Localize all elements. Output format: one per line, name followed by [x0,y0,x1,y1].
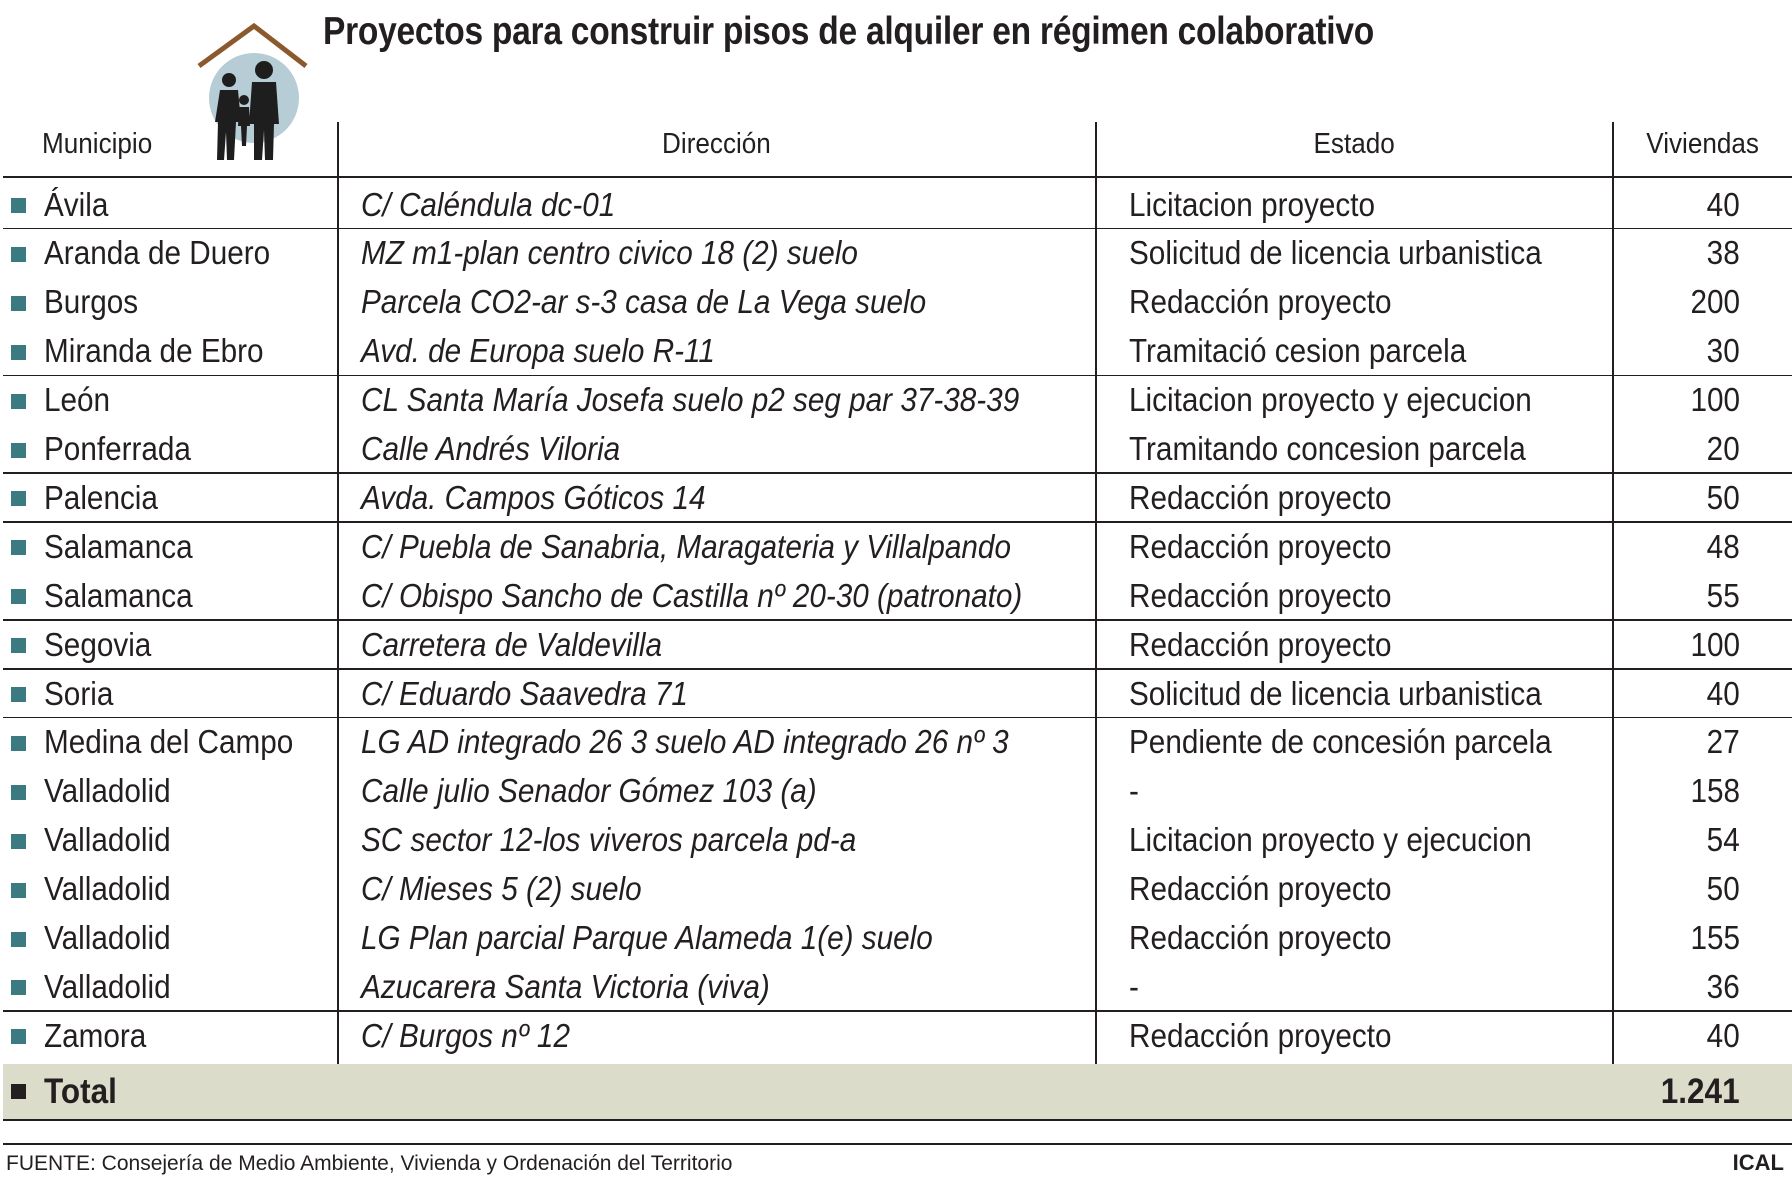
cell-municipio: Burgos [44,283,139,321]
cell-direccion: CL Santa María Josefa suelo p2 seg par 37-38-39 [361,381,1020,419]
cell-municipio: Valladolid [44,870,171,908]
bullet-icon [11,1029,26,1044]
table-row [0,425,1792,474]
cell-estado: Redacción proyecto [1129,870,1392,908]
table-row [0,278,1792,327]
cell-estado: Solicitud de licencia urbanistica [1129,674,1542,712]
table-row [0,522,1792,571]
cell-estado: Redacción proyecto [1129,283,1392,321]
cell-estado: - [1129,967,1139,1005]
bullet-icon [11,443,26,458]
cell-municipio: Salamanca [44,527,193,565]
cell-municipio: Miranda de Ebro [44,332,264,370]
cell-estado: Pendiente de concesión parcela [1129,723,1552,761]
cell-viviendas: 54 [1706,821,1740,859]
cell-direccion: LG AD integrado 26 3 suelo AD integrado 26 nº 3 [361,723,1009,761]
cell-estado: Licitacion proyecto [1129,185,1375,223]
bullet-icon [11,491,26,506]
bullet-icon [11,345,26,360]
table-row [0,914,1792,963]
cell-direccion: Carretera de Valdevilla [361,625,663,663]
brand-logo-text: ICAL [1732,1150,1784,1175]
cell-estado: Redacción proyecto [1129,576,1392,614]
cell-municipio: Ponferrada [44,430,191,467]
bullet-icon [11,736,26,751]
cell-municipio: Ávila [44,185,109,223]
header-estado: Estado [1313,127,1395,160]
cell-direccion: C/ Obispo Sancho de Castilla nº 20-30 (patronato) [361,576,1023,614]
cell-viviendas: 155 [1690,919,1740,956]
bullet-icon [11,638,26,653]
cell-direccion: C/ Caléndula dc-01 [361,185,616,223]
cell-viviendas: 38 [1706,234,1740,272]
cell-viviendas: 40 [1706,1016,1740,1054]
cell-viviendas: 200 [1690,283,1740,321]
bullet-icon [11,296,26,311]
cell-direccion: C/ Burgos nº 12 [361,1016,570,1054]
table-row [0,327,1792,376]
cell-viviendas: 20 [1706,430,1740,467]
bullet-icon [11,834,26,849]
table-row [0,180,1792,229]
cell-viviendas: 100 [1690,625,1740,663]
table-row [0,620,1792,669]
cell-viviendas: 40 [1706,674,1740,712]
cell-estado: Redacción proyecto [1129,1016,1392,1054]
cell-municipio: Segovia [44,625,152,663]
table-row [0,816,1792,865]
table-row [0,1011,1792,1060]
cell-viviendas: 158 [1690,772,1740,810]
total-bullet-icon [11,1084,26,1099]
cell-viviendas: 48 [1706,527,1740,565]
cell-direccion: Calle Andrés Viloria [361,430,621,467]
cell-direccion: Avda. Campos Góticos 14 [361,478,706,516]
cell-viviendas: 27 [1706,723,1740,761]
cell-direccion: Calle julio Senador Gómez 103 (a) [361,772,817,810]
bullet-icon [11,785,26,800]
house-family-icon [196,22,308,162]
cell-municipio: Valladolid [44,821,171,859]
bullet-icon [11,540,26,555]
total-label: Total [44,1071,117,1111]
cell-viviendas: 100 [1690,381,1740,419]
cell-municipio: Valladolid [44,772,171,810]
cell-direccion: Avd. de Europa suelo R-11 [361,332,715,370]
cell-direccion: LG Plan parcial Parque Alameda 1(e) suelo [361,919,933,956]
bullet-icon [11,198,26,213]
cell-direccion: C/ Mieses 5 (2) suelo [361,870,642,908]
header-direccion: Dirección [661,127,771,160]
table-row [0,376,1792,425]
cell-viviendas: 50 [1706,478,1740,516]
bullet-icon [11,394,26,409]
cell-viviendas: 55 [1706,576,1740,614]
cell-estado: Redacción proyecto [1129,478,1392,516]
cell-viviendas: 50 [1706,870,1740,908]
cell-direccion: C/ Puebla de Sanabria, Maragateria y Villalpando [361,527,1011,565]
bullet-icon [11,589,26,604]
total-bottom-rule [3,1119,1792,1121]
table-row [0,669,1792,718]
cell-estado: Redacción proyecto [1129,919,1392,956]
cell-estado: Redacción proyecto [1129,625,1392,663]
cell-direccion: SC sector 12-los viveros parcela pd-a [361,821,857,859]
cell-municipio: Soria [44,674,114,712]
cell-estado: Redacción proyecto [1129,527,1392,565]
total-value: 1.241 [1661,1071,1740,1111]
cell-municipio: Aranda de Duero [44,234,271,272]
cell-municipio: León [44,381,111,419]
cell-viviendas: 30 [1706,332,1740,370]
footer-divider [3,1143,1792,1145]
cell-estado: Licitacion proyecto y ejecucion [1129,821,1532,859]
bullet-icon [11,932,26,947]
cell-direccion: Parcela CO2-ar s-3 casa de La Vega suelo [361,283,927,321]
table-row [0,718,1792,767]
table-row [0,865,1792,914]
bullet-icon [11,687,26,702]
cell-direccion: MZ m1-plan centro civico 18 (2) suelo [361,234,858,272]
cell-municipio: Medina del Campo [44,723,294,761]
bullet-icon [11,980,26,995]
cell-municipio: Valladolid [44,967,171,1005]
table-row [0,229,1792,278]
cell-estado: Solicitud de licencia urbanistica [1129,234,1542,272]
cell-estado: Tramitació cesion parcela [1129,332,1467,370]
cell-municipio: Salamanca [44,576,193,614]
cell-viviendas: 36 [1706,967,1740,1005]
cell-municipio: Valladolid [44,919,171,956]
header-municipio: Municipio [42,127,153,160]
chart-title: Proyectos para construir pisos de alquiler en régimen colaborativo [323,10,1374,53]
cell-municipio: Palencia [44,478,158,516]
cell-estado: Licitacion proyecto y ejecucion [1129,381,1532,419]
cell-estado: - [1129,772,1139,810]
table-row [0,571,1792,620]
table-row [0,473,1792,522]
cell-direccion: C/ Eduardo Saavedra 71 [361,674,688,712]
header-viviendas: Viviendas [1646,127,1760,160]
total-row [0,1064,1792,1119]
bullet-icon [11,883,26,898]
table-row [0,962,1792,1011]
source-note: FUENTE: Consejería de Medio Ambiente, Vivienda y Ordenación del Territorio [6,1152,733,1175]
cell-direccion: Azucarera Santa Victoria (viva) [361,967,770,1005]
cell-viviendas: 40 [1706,185,1740,223]
cell-estado: Tramitando concesion parcela [1129,430,1526,467]
header-rule [3,176,1792,178]
bullet-icon [11,247,26,262]
table-row [0,767,1792,816]
cell-municipio: Zamora [44,1016,147,1054]
